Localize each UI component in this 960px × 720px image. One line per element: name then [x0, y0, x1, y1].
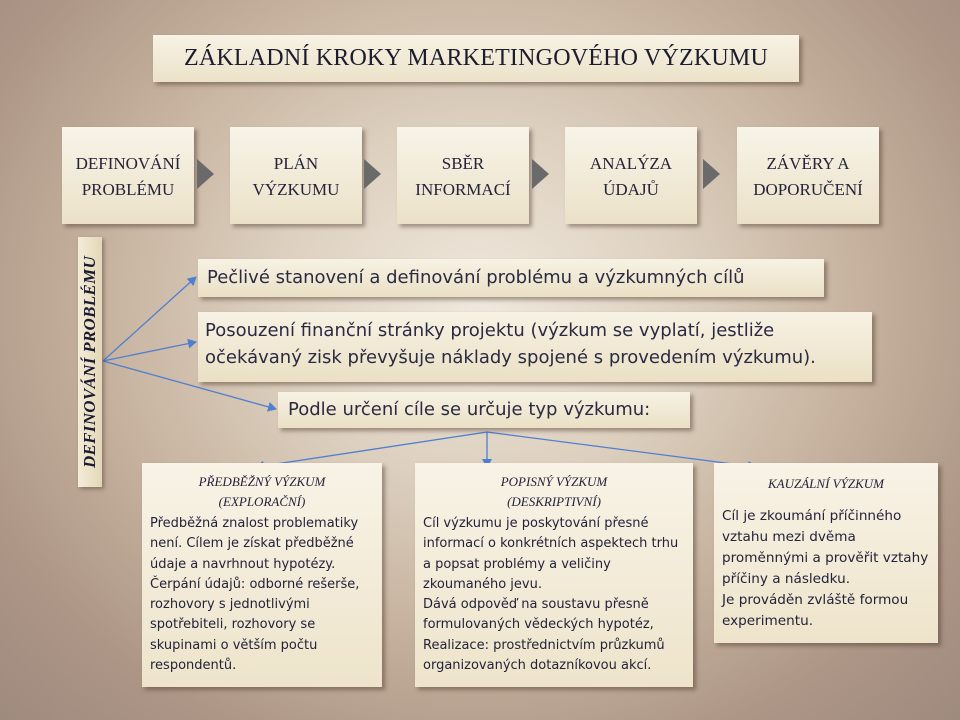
bar-research-type: Podle určení cíle se určuje typ výzkumu: — [278, 392, 690, 428]
step-sber-informaci: SBĚR INFORMACÍ — [397, 127, 529, 224]
card-body: Cíl výzkumu je poskytování přesné informací o konkrétních aspektech trhu a popsat problémy a veličiny zkoumaného jevu. Dává odpověď na soustavu přesně formulovaných vědeckých hypotéz, Realizace: prostřednictvím průzkumů organizovaných dotazníkovou akcí. — [423, 516, 679, 674]
card-predbezny-vyzkum — [142, 463, 382, 687]
card-subtitle: (DESKRIPTIVNÍ) — [507, 494, 601, 509]
bar-definition: Pečlivé stanovení a definování problému a výzkumných cílů — [198, 259, 824, 297]
arrow-to-card-3 — [487, 432, 756, 467]
card-title: KAUZÁLNÍ VÝZKUM — [768, 476, 884, 491]
card-title: PŘEDBĚŽNÝ VÝZKUM — [198, 474, 326, 489]
card-popisny-vyzkum — [415, 463, 693, 687]
card-subtitle: (EXPLORAČNÍ) — [218, 494, 306, 509]
step-plan-vyzkumu: PLÁN VÝZKUMU — [230, 127, 362, 224]
arrow-to-card-1 — [256, 432, 487, 467]
card-body: Cíl je zkoumání příčinného vztahu mezi dvěma proměnnými a prověřit vztahy příčiny a následku. Je prováděn zvláště formou experimentu. — [722, 508, 929, 629]
chevron-right-icon — [532, 159, 549, 189]
page-title: ZÁKLADNÍ KROKY MARKETINGOVÉHO VÝZKUMU — [153, 35, 799, 82]
card-body: Předběžná znalost problematiky není. Cílem je získat předběžné údaje a navrhnout hypotézy. Čerpání údajů: odborné rešerše, rozhovory s jednotlivými spotřebiteli, rozhovory se skupinami o větším počtu respondentů. — [150, 516, 360, 674]
chevron-right-icon — [703, 159, 720, 189]
chevron-right-icon — [364, 159, 381, 189]
arrow-to-bar-2 — [103, 342, 196, 361]
step-definovani-problemu: DEFINOVÁNÍ PROBLÉMU — [62, 127, 194, 224]
step-analyza-udaju: ANALÝZA ÚDAJŮ — [565, 127, 697, 224]
side-label: DEFINOVÁNÍ PROBLÉMU — [80, 255, 99, 469]
card-kauzalni-vyzkum — [714, 463, 938, 643]
card-title: POPISNÝ VÝZKUM — [500, 474, 608, 489]
arrow-to-bar-1 — [103, 277, 196, 361]
step-zavery-a-doporuceni: ZÁVĚRY A DOPORUČENÍ — [737, 127, 879, 224]
chevron-right-icon — [197, 159, 214, 189]
bar-financial: Posouzení finanční stránky projektu (výzkum se vyplatí, jestliže očekávaný zisk převyšuje náklady spojené s provedením výzkumu). — [198, 312, 872, 382]
